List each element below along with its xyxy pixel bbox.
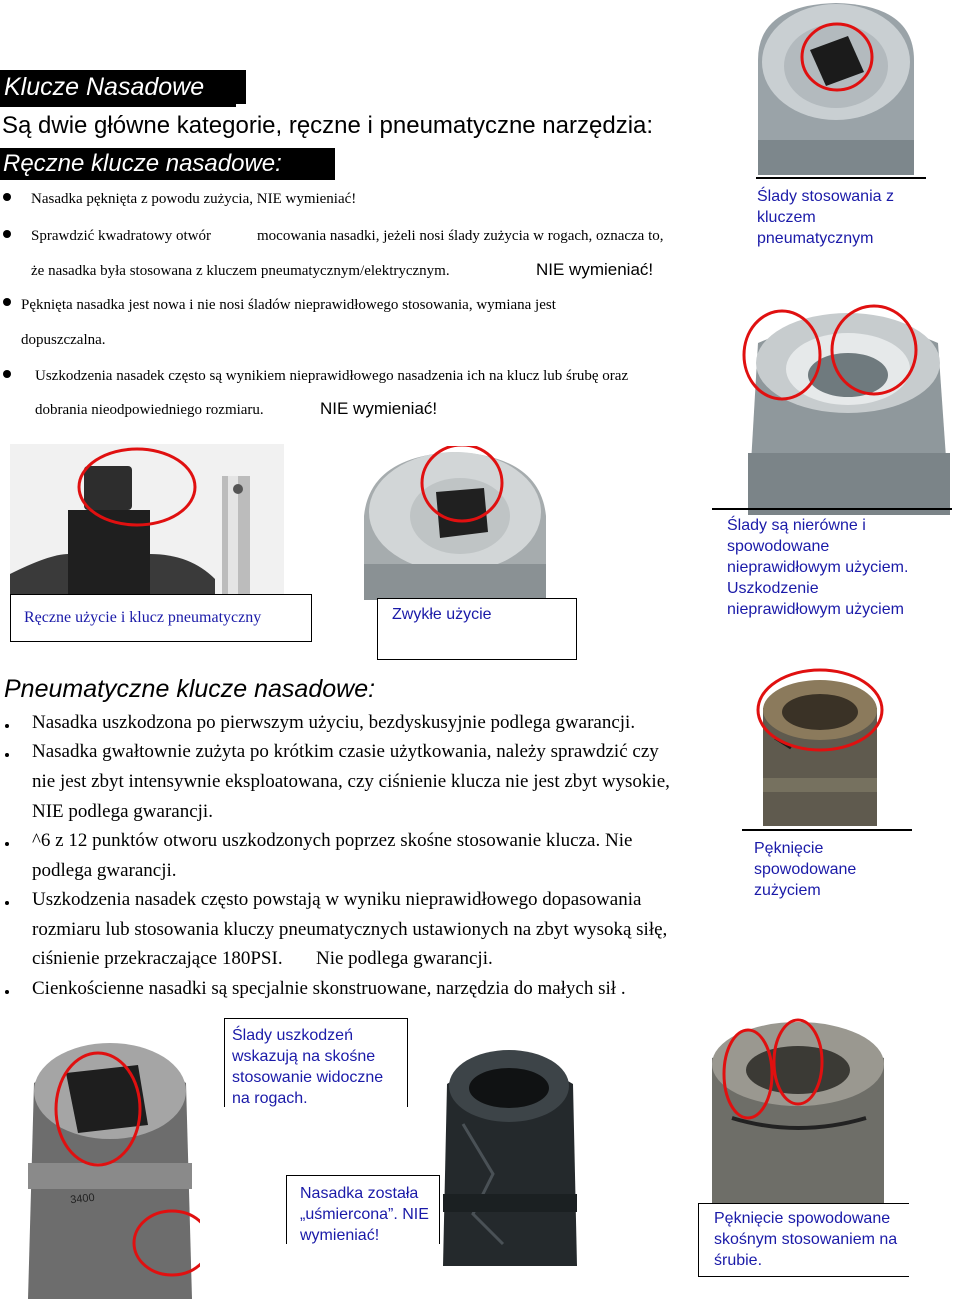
page-subtitle: Są dwie główne kategorie, ręczne i pneumatyczne narzędzia: <box>2 112 654 139</box>
pneumatic-bullet-2a: Nasadka gwałtownie zużyta po krótkim czasie użytkowania, należy sprawdzić czy <box>32 741 659 762</box>
bullet-dot <box>3 370 11 378</box>
caption-killed-socket: Nasadka została „uśmiercona”. NIE wymieniać! <box>300 1185 429 1244</box>
caption-frame <box>712 508 952 510</box>
title-underline <box>0 104 236 107</box>
manual-bullet-4b: dobrania nieodpowiedniego rozmiaru. <box>35 402 264 418</box>
bullet-dot <box>5 842 9 846</box>
manual-bullet-2b: mocowania nasadki, jeżeli nosi ślady zużycia w rogach, oznacza to, <box>257 228 664 244</box>
caption-uneven-marks: Ślady są nierówne i spowodowane nieprawidłowym użyciem. Uszkodzenie nieprawidłowym użyciem <box>727 517 909 618</box>
manual-bullet-2c: że nasadka była stosowana z kluczem pneumatycznym/elektrycznym. <box>31 263 450 279</box>
manual-bullet-2a: Sprawdzić kwadratowy otwór <box>31 228 211 244</box>
photo-extension-bars <box>10 444 284 594</box>
bullet-dot <box>5 901 9 905</box>
pneumatic-bullet-3b: podlega gwarancji. <box>32 860 177 881</box>
photo-socket-normal-use <box>360 446 550 600</box>
pneumatic-bullet-5: Cienkościenne nasadki są specjalnie skonstruowane, narzędzia do małych sił . <box>32 978 626 999</box>
manual-bullet-4c: NIE wymieniać! <box>320 399 438 418</box>
manual-bullet-3b: dopuszczalna. <box>21 332 106 348</box>
manual-bullet-3a: Pęknięta nasadka jest nowa i nie nosi śladów nieprawidłowego stosowania, wymiana jest <box>21 297 556 313</box>
page-title: Klucze Nasadowe <box>0 70 246 104</box>
manual-bullet-1: Nasadka pęknięta z powodu zużycia, NIE wymieniać! <box>31 191 357 207</box>
caption-crack-wear: Pęknięcie spowodowane zużyciem <box>754 840 857 899</box>
manual-bullet-2d: NIE wymieniać! <box>536 260 654 279</box>
caption-crack-slanted: Pęknięcie spowodowane skośnym stosowaniem na śrubie. <box>714 1210 898 1269</box>
caption-frame <box>756 177 926 179</box>
pneumatic-bullet-4d: Nie podlega gwarancji. <box>316 948 493 969</box>
photo-marking: 3400 <box>69 1191 96 1207</box>
bullet-dot <box>5 724 9 728</box>
pneumatic-bullet-4b: rozmiaru lub stosowania kluczy pneumatycznych ustawionych na zbyt wysoką siłę, <box>32 919 668 940</box>
bullet-dot <box>5 753 9 757</box>
photo-socket-cracked-wear <box>745 668 895 826</box>
bullet-dot <box>3 230 11 238</box>
caption-pneumatic-marks: Ślady stosowania z kluczem pneumatycznym <box>757 188 894 247</box>
photo-socket-slanted-damage <box>20 1023 200 1299</box>
caption-manual-and-pneumatic: Ręczne użycie i klucz pneumatyczny <box>24 609 262 626</box>
pneumatic-bullet-2c: NIE podlega gwarancji. <box>32 801 213 822</box>
photo-socket-cracked-slanted <box>698 1018 898 1203</box>
caption-frame <box>742 829 912 831</box>
photo-socket-square-drive <box>752 0 920 175</box>
pneumatic-section-heading: Pneumatyczne klucze nasadowe: <box>4 675 376 703</box>
pneumatic-bullet-4a: Uszkodzenia nasadek często powstają w wyniku nieprawidłowego dopasowania <box>32 889 642 910</box>
manual-bullet-4a: Uszkodzenia nasadek często są wynikiem nieprawidłowego nasadzenia ich na klucz lub śrubę oraz <box>35 368 629 384</box>
pneumatic-bullet-2b: nie jest zbyt intensywnie eksploatowana, czy ciśnienie klucza nie jest zbyt wysokie, <box>32 771 670 792</box>
bullet-dot <box>3 298 11 306</box>
bullet-dot <box>3 193 11 201</box>
photo-socket-destroyed <box>433 1044 583 1266</box>
caption-normal-use: Zwykłe użycie <box>392 606 492 623</box>
pneumatic-bullet-1: Nasadka uszkodzona po pierwszym użyciu, bezdyskusyjnie podlega gwarancji. <box>32 712 636 733</box>
caption-slanted-marks: Ślady uszkodzeń wskazują na skośne stosowanie widoczne na rogach. <box>232 1027 384 1107</box>
bullet-dot <box>5 990 9 994</box>
manual-section-heading: Ręczne klucze nasadowe: <box>0 148 335 180</box>
pneumatic-bullet-4c: ciśnienie przekraczające 180PSI. <box>32 948 283 969</box>
pneumatic-bullet-3a: ^6 z 12 punktów otworu uszkodzonych poprzez skośne stosowanie klucza. Nie <box>32 830 633 851</box>
photo-socket-12-point <box>738 303 960 515</box>
